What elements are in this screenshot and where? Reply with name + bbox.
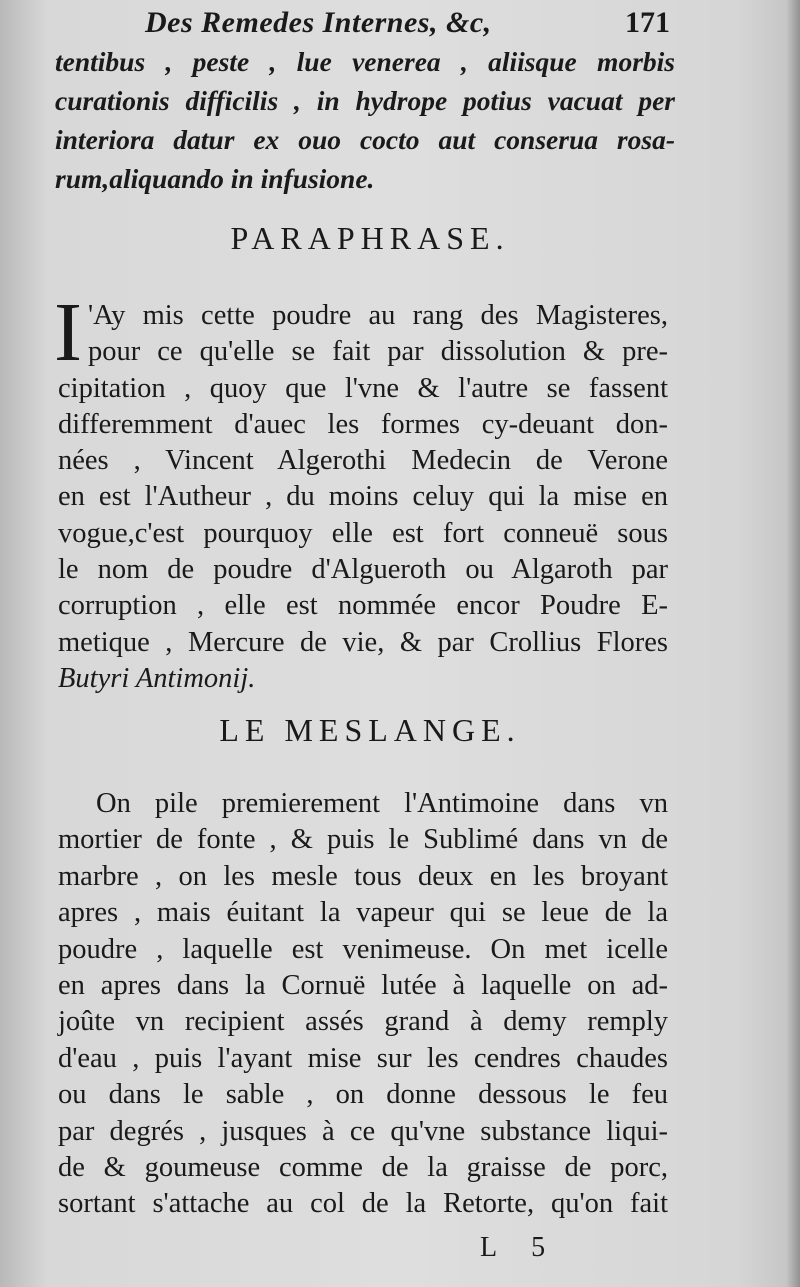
latin-line: interiora datur ex ouo cocto aut conserua rosa- xyxy=(55,124,675,155)
running-head: Des Remedes Internes, &c, xyxy=(145,6,492,39)
text-line: ou dans le sable , on donne dessous le feu xyxy=(58,1079,668,1111)
drop-cap: I xyxy=(54,286,82,379)
text-line: en apres dans la Cornuë lutée à laquelle on ad- xyxy=(58,970,668,1002)
text-line: 'Ay mis cette poudre au rang des Magisteres, xyxy=(87,300,668,331)
text-line: de & goumeuse comme de la graisse de porc, xyxy=(58,1152,668,1184)
text-line: en est l'Autheur , du moins celuy qui la mise en xyxy=(58,481,668,513)
text-line: apres , mais éuitant la vapeur qui se leue de la xyxy=(58,897,668,929)
text-line: nées , Vincent Algerothi Medecin de Verone xyxy=(58,445,668,477)
page-header xyxy=(145,6,670,42)
section-heading-meslange: LE MESLANGE. xyxy=(219,712,521,748)
text-line: cipitation , quoy que l'vne & l'autre se fassent xyxy=(58,372,668,404)
latin-text-block xyxy=(55,42,675,198)
text-line: poudre , laquelle est venimeuse. On met icelle xyxy=(58,933,668,965)
text-line: sortant s'attache au col de la Retorte, qu'on fait xyxy=(58,1188,668,1220)
latin-line: tentibus , peste , lue venerea , aliisque morbis xyxy=(55,46,675,77)
text-line: metique , Mercure de vie, & par Crollius Flores xyxy=(58,626,668,658)
paraphrase-paragraph xyxy=(54,286,668,697)
latin-line: curationis difficilis , in hydrope potius vacuat per xyxy=(55,85,675,116)
section-heading-paraphrase: PARAPHRASE. xyxy=(230,220,510,256)
text-line: par degrés , jusques à ce qu'vne substance liqui- xyxy=(58,1115,668,1147)
signature-mark: L 5 xyxy=(480,1232,560,1263)
text-line: corruption , elle est nommée encor Poudre E- xyxy=(58,590,668,622)
text-line: le nom de poudre d'Algueroth ou Algaroth par xyxy=(58,554,668,586)
text-line: Butyri Antimonij. xyxy=(58,662,256,694)
text-line: On pile premierement l'Antimoine dans vn xyxy=(96,788,668,819)
page-edge-shadow xyxy=(786,0,800,1287)
text-line: marbre , on les mesle tous deux en les broyant xyxy=(58,860,668,892)
text-line: pour ce qu'elle se fait par dissolution & pre- xyxy=(87,336,668,368)
latin-line: rum,aliquando in infusione. xyxy=(55,163,375,194)
text-line: d'eau , puis l'ayant mise sur les cendres chaudes xyxy=(58,1042,668,1074)
text-line: joûte vn recipient assés grand à demy remply xyxy=(58,1006,668,1038)
text-line: vogue,c'est pourquoy elle est fort conneuë sous xyxy=(58,517,668,549)
text-line: mortier de fonte , & puis le Sublimé dans vn de xyxy=(58,824,668,856)
page-number: 171 xyxy=(625,6,670,39)
meslange-paragraph xyxy=(58,786,668,1223)
text-line: differemment d'auec les formes cy-deuant don- xyxy=(58,408,668,440)
